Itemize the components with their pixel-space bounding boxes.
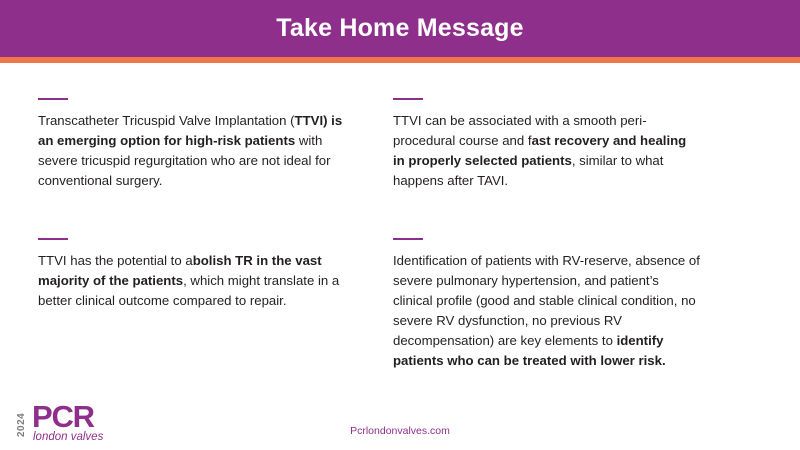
page-title: Take Home Message xyxy=(276,14,524,42)
block-rule-icon xyxy=(393,98,423,100)
message-block-1 xyxy=(38,98,346,191)
footer-website-link[interactable]: Pcrlondonvalves.com xyxy=(350,425,450,437)
block-rule-icon xyxy=(38,98,68,100)
message-text-4: Identification of patients with RV-reserve, absence of severe pulmonary hypertension, and patient’s clinical profile (good and stable clinical condition, no severe RV dysfunction, no previous RV decompensation) are key elements to identify patients who can be treated with lower risk. xyxy=(393,253,700,369)
message-block-4 xyxy=(393,238,701,371)
logo-year: 2024 xyxy=(16,412,27,438)
pcr-london-valves-logo xyxy=(16,401,136,445)
logo-subtitle: london valves xyxy=(33,431,104,443)
block-rule-icon xyxy=(393,238,423,240)
message-block-2 xyxy=(393,98,701,191)
logo-wordmark: PCR xyxy=(32,399,94,434)
slide-header xyxy=(0,0,800,57)
block-rule-icon xyxy=(38,238,68,240)
slide-content xyxy=(0,63,800,393)
message-block-3 xyxy=(38,238,346,311)
message-text-1: Transcatheter Tricuspid Valve Implantation (TTVI) is an emerging option for high-risk patients with severe tricuspid regurgitation who are not ideal for conventional surgery. xyxy=(38,113,343,189)
slide-footer xyxy=(0,393,800,450)
message-text-2: TTVI can be associated with a smooth peri-procedural course and fast recovery and healing in properly selected patients, similar to what happens after TAVI. xyxy=(393,113,687,189)
message-text-3: TTVI has the potential to abolish TR in the vast majority of the patients, which might translate in a better clinical outcome compared to repair. xyxy=(38,253,340,309)
